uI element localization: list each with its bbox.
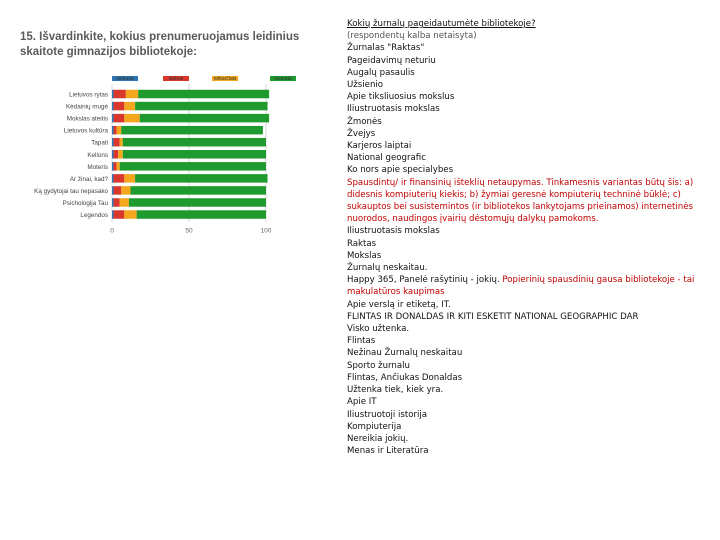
category-label: Legendos: [80, 212, 108, 220]
bar-segment: [138, 90, 269, 99]
answer-text: Happy 365, Panelė rašytinių - jokių.: [347, 275, 503, 286]
answer-text-highlight: Popierinių spausdinių gausa bibliotekoje - tai makulatūros kaupimas: [347, 275, 695, 298]
bar-segment: [114, 198, 120, 207]
bar-segment: [123, 150, 266, 159]
answer-line: FLINTAS IR DONALDAS IR KITI ESKETIT NATIONAL GEOGRAPHIC DAR: [347, 311, 639, 322]
answer-line: Menas ir Literatūra: [347, 446, 429, 457]
chart-title: 15. Išvardinkite, kokius prenumeruojamus leidinius skaitote gimnazijos bibliotekoje:: [20, 31, 300, 58]
x-tick-label: 100: [260, 227, 272, 235]
bar-segment: [112, 102, 114, 111]
x-tick-label: 0: [110, 227, 114, 235]
bar-segment: [120, 198, 129, 207]
category-label: Lietuvos rytas: [69, 91, 108, 99]
bar-segment: [124, 102, 135, 111]
bar-segment: [124, 174, 135, 183]
answer-line: Žurnalas "Raktas": [347, 43, 425, 54]
category-label: Ar žinai, kad?: [69, 175, 108, 183]
bar-segment: [114, 174, 125, 183]
bar-segment: [137, 210, 266, 219]
category-label: Tapati: [91, 139, 108, 147]
answer-line: Iliustruotasis mokslas: [347, 226, 440, 237]
stacked-bar-chart: [0, 0, 345, 270]
bar-segment: [114, 186, 122, 195]
bar-segment: [112, 150, 114, 159]
answer-line: Žvejys: [347, 128, 376, 139]
bar-segment: [112, 210, 114, 219]
bar-segment: [124, 210, 136, 219]
bar-segment: [126, 90, 138, 99]
category-label: Ką gydytojai tau nepasako: [34, 187, 108, 195]
bar-segment: [112, 174, 114, 183]
answer-line: Augalų pasaulis: [347, 67, 415, 78]
bar-segment: [114, 114, 125, 123]
answer-line: National geografic: [347, 153, 426, 164]
answer-line: Apie verslą ir etiketą, IT.: [347, 299, 451, 310]
bar-segment: [129, 198, 266, 207]
answers-list: [347, 30, 707, 457]
answer-line: Sporto žurnalu: [347, 360, 410, 371]
bar-segment: [112, 114, 114, 123]
answer-line: Visko užtenka.: [347, 324, 410, 335]
bar-segment: [112, 162, 114, 171]
bar-segment: [123, 138, 266, 147]
answer-line: Užsienio: [347, 80, 384, 91]
bar-segment: [120, 162, 266, 171]
bar-segment: [114, 150, 119, 159]
answer-line: Apie tiksliuosius mokslus: [347, 92, 455, 103]
answer-line: Nežinau Žurnalų neskaitau: [347, 348, 463, 359]
answer-line: Pageidavimų neturiu: [347, 55, 436, 66]
legend-label: retkarčiais: [213, 76, 237, 82]
bar-segment: [112, 138, 114, 147]
bar-segment: [114, 138, 120, 147]
bar-segment: [117, 126, 122, 135]
bar-segment: [140, 114, 269, 123]
bar-segment: [121, 126, 263, 135]
answers-heading: Kokių žurnalų pageidautumėte bibliotekoje?: [347, 19, 536, 29]
answer-line: [347, 274, 707, 298]
category-label: Mokslas ateitis: [66, 115, 108, 123]
x-tick-label: 50: [185, 227, 193, 235]
bar-segment: [135, 174, 267, 183]
category-label: Kellons: [87, 151, 108, 159]
bar-segment: [112, 198, 114, 207]
bar-segment: [114, 210, 125, 219]
legend-label: dažnai: [168, 76, 184, 82]
bar-segment: [114, 162, 117, 171]
bar-segment: [114, 90, 126, 99]
bar-segment: [112, 186, 114, 195]
answer-line: Apie IT: [347, 397, 377, 408]
bar-segment: [135, 102, 267, 111]
bar-segment: [112, 126, 114, 135]
answer-line: Mokslas: [347, 250, 382, 261]
category-label: Kėdainių mugė: [65, 103, 108, 111]
answer-line: Iliustruotasis mokslas: [347, 104, 440, 115]
answer-line: Žmonės: [347, 116, 382, 127]
bar-segment: [117, 162, 120, 171]
bar-segment: [118, 150, 123, 159]
answer-line: Karjeros laiptai: [347, 141, 412, 152]
answer-line: (respondentų kalba netaisyta): [347, 31, 477, 42]
survey-answers-panel: [347, 18, 707, 457]
bar-segment: [114, 102, 125, 111]
legend-label: niekada: [116, 76, 134, 82]
category-label: Moteris: [87, 163, 108, 171]
category-label: Lietuvos kultūra: [63, 127, 108, 135]
answer-line: Nereikia jokių.: [347, 433, 409, 444]
answer-line: Žurnalų neskaitau.: [347, 263, 428, 274]
bar-segment: [130, 186, 266, 195]
bar-segment: [121, 186, 130, 195]
answer-line: Kompiuterija: [347, 421, 402, 432]
answer-line: Flintas: [347, 336, 376, 347]
bar-segment: [112, 90, 114, 99]
legend-label: niekada: [274, 76, 292, 82]
answer-line: Ko nors apie specialybes: [347, 165, 454, 176]
bar-segment: [124, 114, 139, 123]
answer-line: Spausdintų/ ir finansinių išteklių netaupymas. Tinkamesnis variantas būtų šis: a) didesnis kompiuterių kiekis; b) žymiai geresnė kompiuterių techninė būklė; c) sukauptos bei susistemintos (ir bibliotekos lankytojams prieinamos) internetinės nuorodos, naudingos įvairių dėstomųjų dalykų pamokoms.: [347, 177, 694, 225]
answer-line: Flintas, Ančiukas Donaldas: [347, 372, 463, 383]
bar-segment: [120, 138, 123, 147]
bar-segment: [114, 126, 117, 135]
category-label: Psichologija Tau: [62, 199, 108, 207]
answer-line: Užtenka tiek, kiek yra.: [347, 385, 444, 396]
answer-line: Iliustruotoji istorija: [347, 409, 428, 420]
answer-line: Raktas: [347, 238, 377, 249]
